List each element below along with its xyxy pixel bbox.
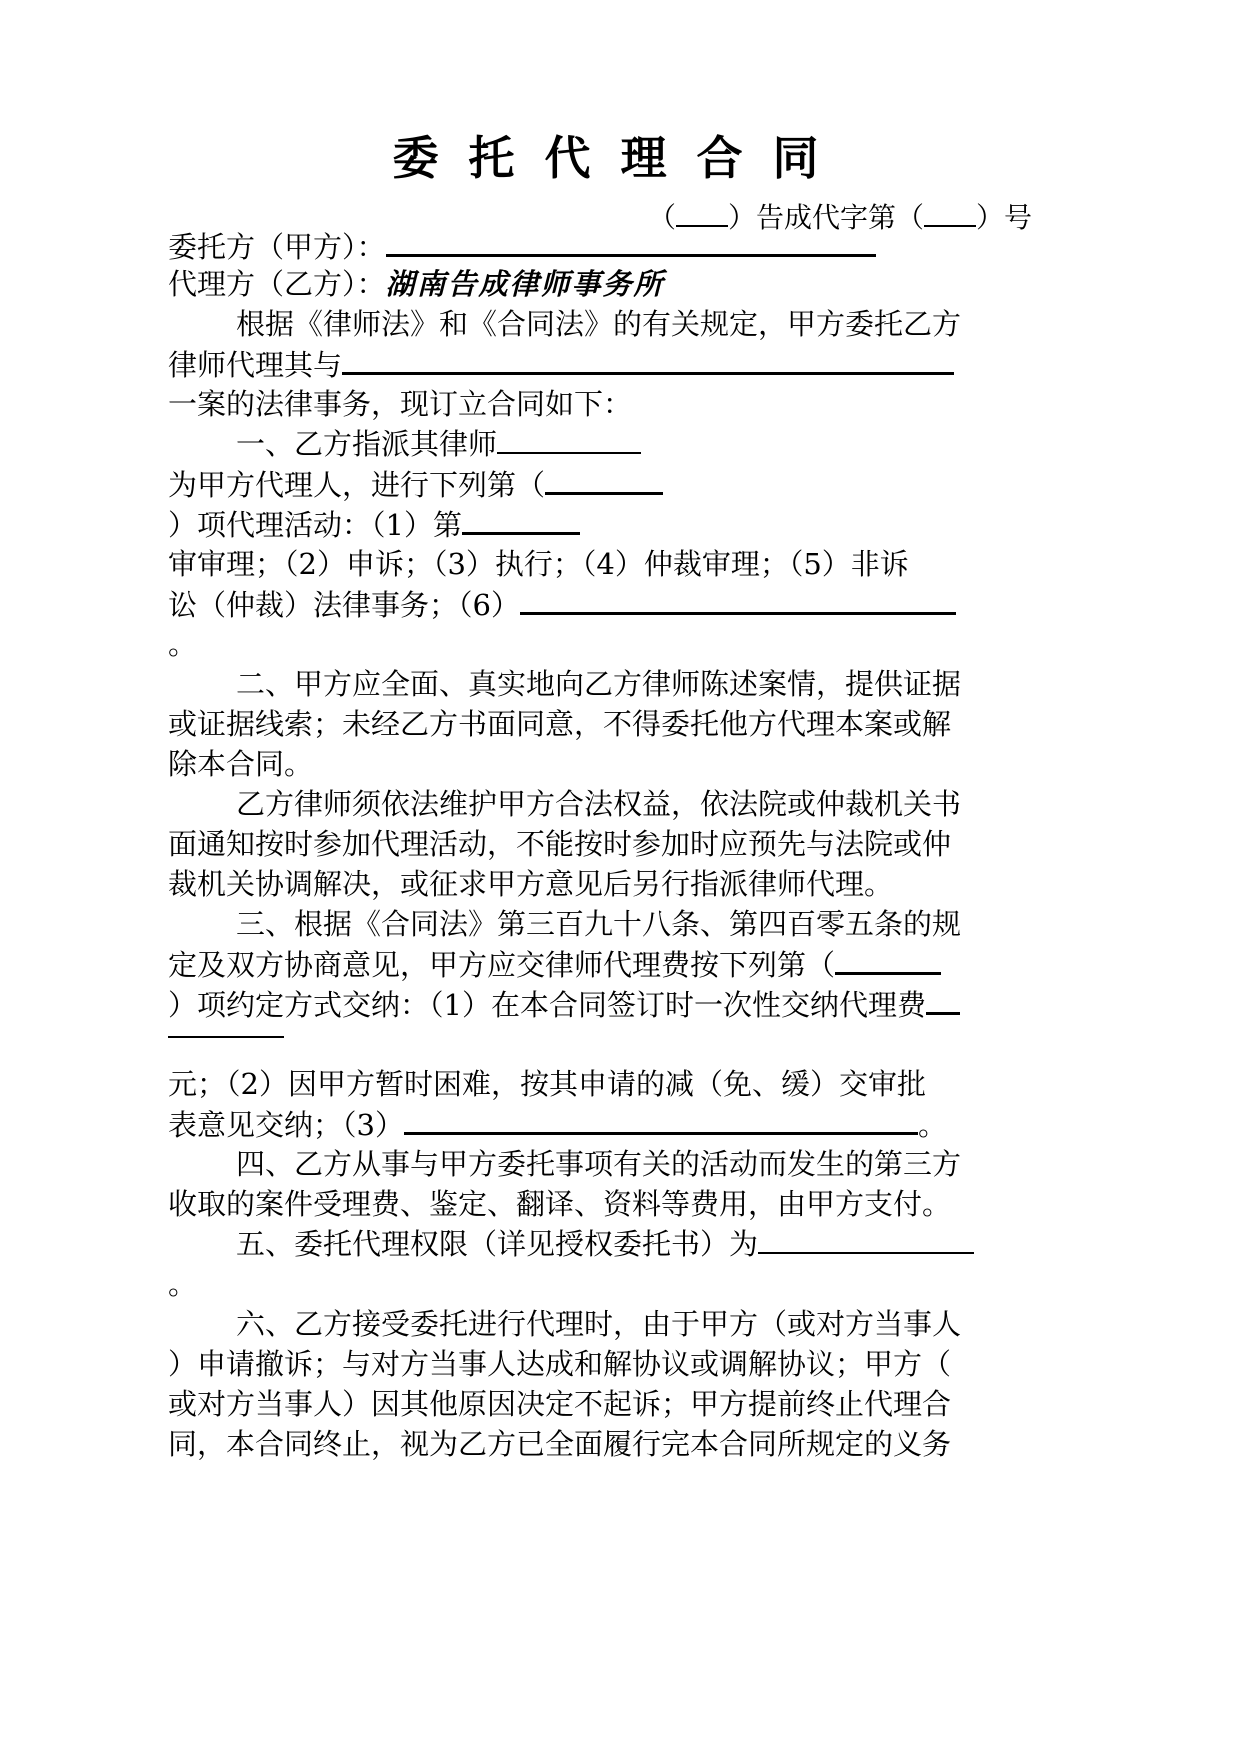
clause2b-line-2: 面通知按时参加代理活动，不能按时参加时应预先与法院或仲: [168, 827, 952, 861]
clause3-line-3: [168, 984, 960, 1024]
clause3-line-6: [168, 1104, 947, 1144]
clause4-line-2: 收取的案件受理费、鉴定、翻译、资料等费用，由甲方支付。: [168, 1187, 952, 1221]
activity-item-blank: [545, 464, 663, 495]
clause6-line-4: 同，本合同终止，视为乙方已全面履行完本合同所规定的义务: [168, 1427, 952, 1461]
client-label: 委托方（甲方）：: [168, 230, 386, 264]
intro-text-2: 律师代理其与: [168, 348, 343, 382]
fee-method-blank: [835, 944, 941, 975]
clause6-line-2: ）申请撤诉；与对方当事人达成和解协议或调解协议；甲方（: [168, 1347, 952, 1381]
clause1-line-4: 审审理；（2）申诉；（3）执行；（4）仲裁审理；（5）非诉: [168, 547, 909, 581]
document-title: 委托代理合同: [392, 131, 849, 185]
authority-blank: [758, 1224, 974, 1254]
intro-line-2: [168, 344, 954, 384]
clause2-line-3: 除本合同。: [168, 747, 314, 781]
clause4-line-1: 四、乙方从事与甲方委托事项有关的活动而发生的第三方: [236, 1147, 962, 1181]
clause1-line-3: [168, 504, 580, 544]
lawyer-name-blank: [497, 424, 641, 454]
client-line: [168, 226, 876, 266]
clause2-line-2: 或证据线索；未经乙方书面同意，不得委托他方代理本案或解: [168, 707, 952, 741]
clause3-line-2: [168, 944, 941, 984]
doc-no-close: ）号: [976, 201, 1033, 234]
clause3-text-3: ）项约定方式交纳：（1）在本合同签订时一次性交纳代理费: [168, 988, 926, 1022]
clause2b-line-3: 裁机关协调解决，或征求甲方意见后另行指派律师代理。: [168, 867, 894, 901]
trial-instance-blank: [462, 504, 580, 535]
clause3-line-5: 元；（2）因甲方暂时困难，按其申请的减（免、缓）交审批: [168, 1067, 926, 1101]
doc-no-year-blank: [676, 197, 728, 227]
doc-no-mid: ）告成代字第（: [728, 201, 925, 234]
agent-label: 代理方（乙方）：: [168, 267, 386, 301]
clause2-line-1: 二、甲方应全面、真实地向乙方律师陈述案情，提供证据: [236, 667, 962, 701]
clause5-end: 。: [168, 1267, 198, 1301]
agent-firm-name: 湖南告成律师事务所: [385, 267, 665, 301]
clause3-end: 。: [917, 1108, 947, 1142]
clause1-text-5: 讼（仲裁）法律事务；（6）: [168, 588, 520, 622]
clause5-text-1: 五、委托代理权限（详见授权委托书）为: [236, 1227, 759, 1261]
clause1-line-1: [236, 424, 641, 464]
clause1-text-2: 为甲方代理人，进行下列第（: [168, 468, 546, 502]
fee-amount-blank-start: [926, 984, 960, 1015]
intro-line-1: 根据《律师法》和《合同法》的有关规定，甲方委托乙方: [236, 307, 962, 341]
clause1-line-5: [168, 584, 956, 624]
clause1-text-1: 一、乙方指派其律师: [236, 427, 498, 461]
fee-amount-blank: [168, 1036, 284, 1038]
clause1-line-2: [168, 464, 663, 504]
clause2b-line-1: 乙方律师须依法维护甲方合法权益，依法院或仲裁机关书: [236, 787, 962, 821]
clause1-text-3: ）项代理活动：（1）第: [168, 508, 462, 542]
other-payment-blank: [404, 1104, 918, 1135]
clause3-text-2: 定及双方协商意见，甲方应交律师代理费按下列第（: [168, 948, 836, 982]
doc-no-number-blank: [924, 197, 976, 227]
clause5-line-1: [236, 1224, 974, 1264]
clause6-line-1: 六、乙方接受委托进行代理时，由于甲方（或对方当事人: [236, 1307, 962, 1341]
clause1-end: 。: [168, 627, 198, 661]
opposing-party-blank: [342, 344, 954, 375]
clause3-line-1: 三、根据《合同法》第三百九十八条、第四百零五条的规: [236, 907, 962, 941]
clause3-text-6: 表意见交纳；（3）: [168, 1108, 404, 1142]
other-matter-blank: [520, 584, 956, 615]
client-blank: [386, 226, 876, 257]
intro-line-3: 一案的法律事务，现订立合同如下：: [168, 387, 633, 421]
agent-line: [168, 264, 665, 304]
clause6-line-3: 或对方当事人）因其他原因决定不起诉；甲方提前终止代理合: [168, 1387, 952, 1421]
doc-no-open: （: [648, 201, 677, 234]
